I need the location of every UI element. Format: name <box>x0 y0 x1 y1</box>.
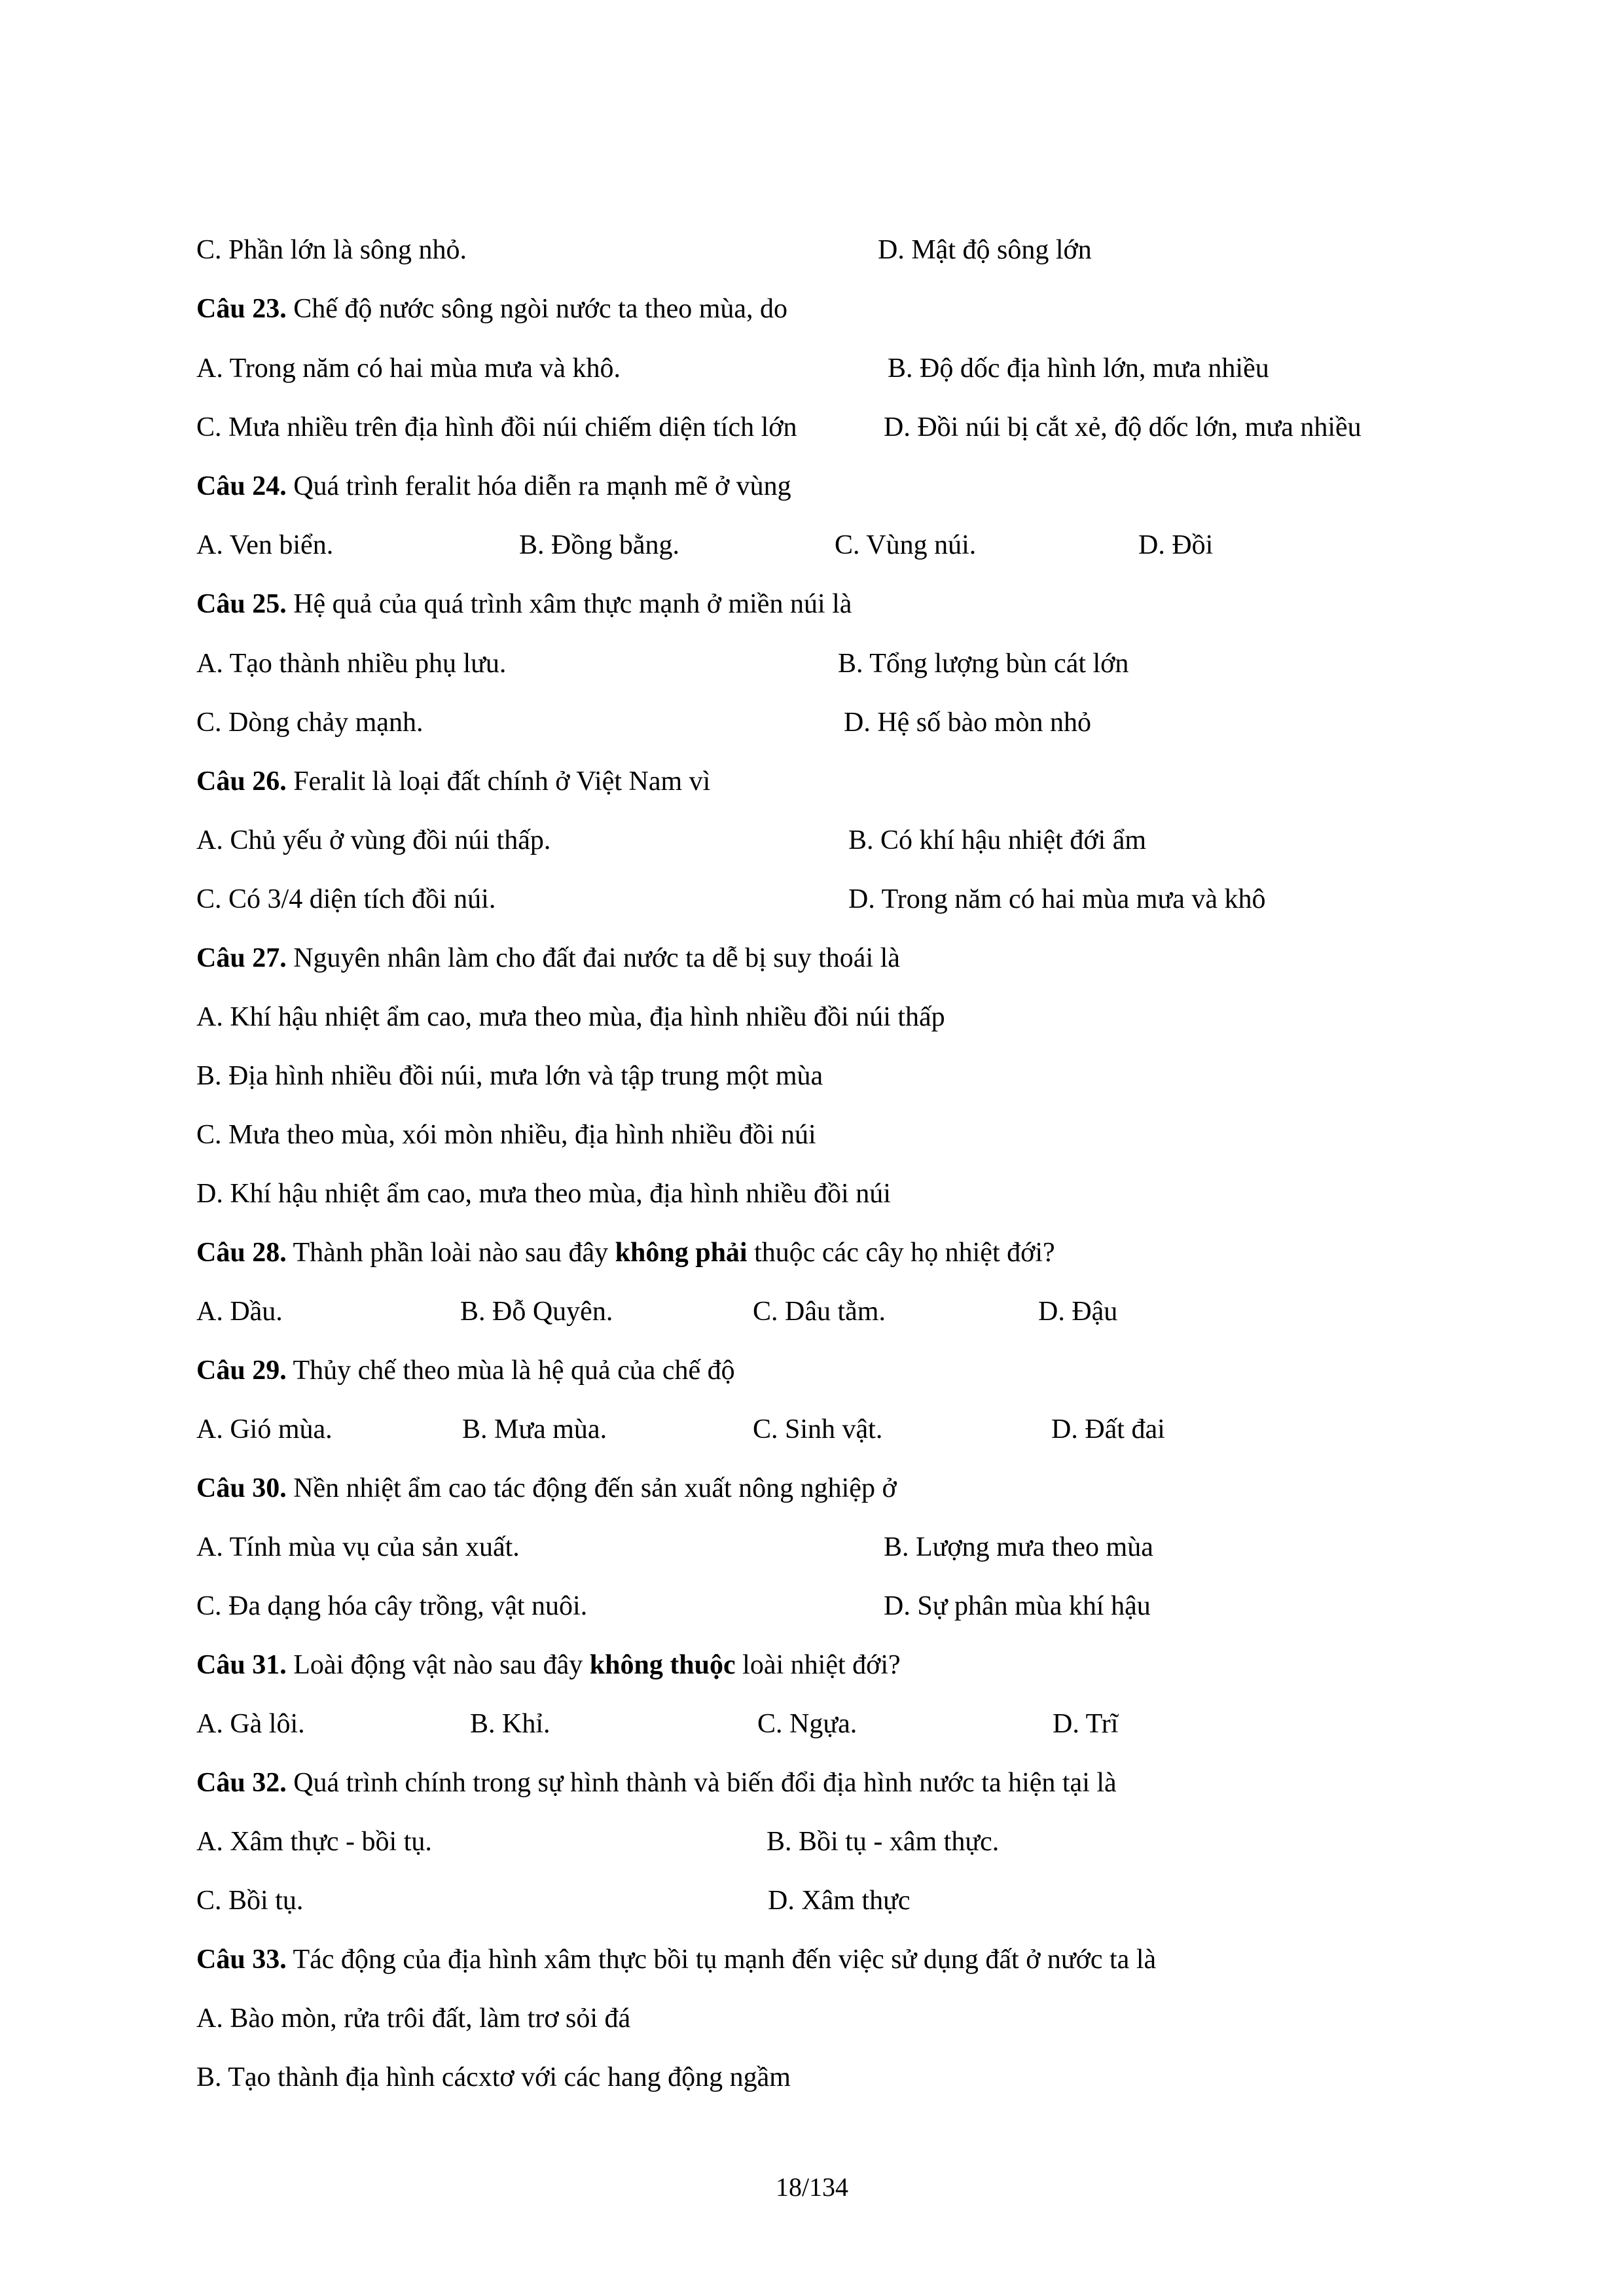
option-a: A. Gà lôi. <box>196 1709 305 1739</box>
question-31 <box>0 1645 1624 1685</box>
option-d: D. Trĩ <box>1053 1709 1119 1739</box>
option-d: D. Mật độ sông lớn <box>878 235 1092 265</box>
option-d: D. Đất đai <box>1051 1414 1165 1444</box>
option-c: C. Ngựa. <box>757 1709 857 1739</box>
option-d: D. Khí hậu nhiệt ẩm cao, mưa theo mùa, địa hình nhiều đồi núi <box>196 1179 891 1209</box>
q25-options-ab <box>0 644 1624 683</box>
option-b: B. Lượng mưa theo mùa <box>884 1532 1153 1562</box>
option-d: D. Trong năm có hai mùa mưa và khô <box>848 884 1266 914</box>
question-text: Tác động của địa hình xâm thực bồi tụ mạnh đến việc sử dụng đất ở nước ta là <box>286 1945 1157 1975</box>
option-d: D. Đậu <box>1038 1297 1118 1327</box>
option-b: B. Tổng lượng bùn cát lớn <box>838 649 1129 679</box>
question-29 <box>0 1351 1624 1390</box>
q22-options-cd <box>0 230 1624 270</box>
option-b: B. Đỗ Quyên. <box>460 1297 613 1327</box>
question-text: Nguyên nhân làm cho đất đai nước ta dễ bị suy thoái là <box>286 943 900 973</box>
question-number: Câu 28. <box>196 1238 287 1268</box>
option-d: D. Xâm thực <box>768 1886 911 1916</box>
q26-options-cd <box>0 880 1624 919</box>
option-c: C. Bồi tụ. <box>196 1886 304 1916</box>
question-text-part: loài nhiệt đới? <box>735 1650 901 1680</box>
question-text: Quá trình feralit hóa diễn ra mạnh mẽ ở vùng <box>286 471 791 501</box>
option-c: C. Sinh vật. <box>753 1414 883 1444</box>
question-emphasis: không thuộc <box>589 1650 736 1680</box>
option-b: B. Độ dốc địa hình lớn, mưa nhiều <box>888 353 1269 384</box>
question-26 <box>0 762 1624 801</box>
question-28 <box>0 1233 1624 1272</box>
option-c: C. Mưa nhiều trên địa hình đồi núi chiếm diện tích lớn <box>196 412 797 442</box>
q29-options <box>0 1410 1624 1449</box>
q28-options <box>0 1292 1624 1331</box>
option-b: B. Mưa mùa. <box>462 1414 607 1444</box>
question-text: Feralit là loại đất chính ở Việt Nam vì <box>286 766 711 797</box>
option-c: C. Dâu tằm. <box>753 1297 886 1327</box>
q33-option-a <box>0 1999 1624 2038</box>
q27-option-d <box>0 1174 1624 1213</box>
question-25 <box>0 584 1624 624</box>
option-c: C. Dòng chảy mạnh. <box>196 708 424 738</box>
option-a: A. Tạo thành nhiều phụ lưu. <box>196 649 507 679</box>
question-number: Câu 23. <box>196 294 287 324</box>
question-30 <box>0 1469 1624 1508</box>
option-d: D. Đồi <box>1138 530 1214 560</box>
question-text: Quá trình chính trong sự hình thành và biến đổi địa hình nước ta hiện tại là <box>286 1768 1117 1798</box>
option-c: C. Mưa theo mùa, xói mòn nhiều, địa hình nhiều đồi núi <box>196 1120 816 1150</box>
page-number: 18/134 <box>775 2172 849 2202</box>
question-32 <box>0 1763 1624 1803</box>
question-23 <box>0 289 1624 329</box>
option-d: D. Sự phân mùa khí hậu <box>884 1591 1151 1621</box>
question-number: Câu 26. <box>196 766 287 797</box>
option-a: A. Ven biển. <box>196 530 334 560</box>
option-b: B. Tạo thành địa hình cácxtơ với các hang động ngầm <box>196 2062 791 2092</box>
question-number: Câu 25. <box>196 589 287 619</box>
q27-option-b <box>0 1056 1624 1096</box>
q30-options-ab <box>0 1528 1624 1567</box>
option-b: B. Bồi tụ - xâm thực. <box>767 1827 1000 1857</box>
option-c: C. Đa dạng hóa cây trồng, vật nuôi. <box>196 1591 588 1621</box>
q31-options <box>0 1704 1624 1744</box>
option-a: A. Chủ yếu ở vùng đồi núi thấp. <box>196 825 551 855</box>
question-text: Thủy chế theo mùa là hệ quả của chế độ <box>286 1355 735 1386</box>
question-text-part: Loài động vật nào sau đây <box>286 1650 590 1680</box>
question-text: Hệ quả của quá trình xâm thực mạnh ở miền núi là <box>286 589 852 619</box>
option-a: A. Bào mòn, rửa trôi đất, làm trơ sỏi đá <box>196 2003 631 2034</box>
question-text: Nền nhiệt ẩm cao tác động đến sản xuất nông nghiệp ở <box>286 1473 897 1503</box>
option-d: D. Hệ số bào mòn nhỏ <box>844 708 1091 738</box>
option-a: A. Tính mùa vụ của sản xuất. <box>196 1532 520 1562</box>
option-c: C. Có 3/4 diện tích đồi núi. <box>196 884 496 914</box>
question-number: Câu 33. <box>196 1945 287 1975</box>
question-number: Câu 32. <box>196 1768 287 1798</box>
option-b: B. Địa hình nhiều đồi núi, mưa lớn và tập trung một mùa <box>196 1061 823 1091</box>
question-number: Câu 29. <box>196 1355 287 1386</box>
q25-options-cd <box>0 703 1624 742</box>
option-c: C. Vùng núi. <box>835 530 977 560</box>
option-a: A. Xâm thực - bồi tụ. <box>196 1827 432 1857</box>
question-number: Câu 24. <box>196 471 287 501</box>
q32-options-cd <box>0 1881 1624 1920</box>
question-27 <box>0 939 1624 978</box>
q26-options-ab <box>0 821 1624 860</box>
option-a: A. Khí hậu nhiệt ẩm cao, mưa theo mùa, địa hình nhiều đồi núi thấp <box>196 1002 945 1032</box>
q23-options-ab <box>0 349 1624 388</box>
question-number: Câu 30. <box>196 1473 287 1503</box>
question-text-part: thuộc các cây họ nhiệt đới? <box>747 1238 1055 1268</box>
q32-options-ab <box>0 1822 1624 1861</box>
question-number: Câu 27. <box>196 943 287 973</box>
q33-option-b <box>0 2058 1624 2097</box>
option-c: C. Phần lớn là sông nhỏ. <box>196 235 467 265</box>
option-a: A. Trong năm có hai mùa mưa và khô. <box>196 353 621 384</box>
q30-options-cd <box>0 1587 1624 1626</box>
option-a: A. Gió mùa. <box>196 1414 333 1444</box>
q27-option-a <box>0 997 1624 1037</box>
option-b: B. Khỉ. <box>470 1709 550 1739</box>
question-text: Chế độ nước sông ngòi nước ta theo mùa, do <box>286 294 788 324</box>
option-b: B. Có khí hậu nhiệt đới ẩm <box>848 825 1147 855</box>
question-text-part: Thành phần loài nào sau đây <box>286 1238 615 1268</box>
question-24 <box>0 467 1624 506</box>
option-a: A. Dầu. <box>196 1297 283 1327</box>
q24-options <box>0 526 1624 565</box>
option-d: D. Đồi núi bị cắt xẻ, độ dốc lớn, mưa nhiều <box>884 412 1362 442</box>
q27-option-c <box>0 1115 1624 1155</box>
option-b: B. Đồng bằng. <box>519 530 679 560</box>
question-number: Câu 31. <box>196 1650 287 1680</box>
question-33 <box>0 1940 1624 1979</box>
q23-options-cd <box>0 408 1624 447</box>
question-emphasis: không phải <box>615 1238 748 1268</box>
